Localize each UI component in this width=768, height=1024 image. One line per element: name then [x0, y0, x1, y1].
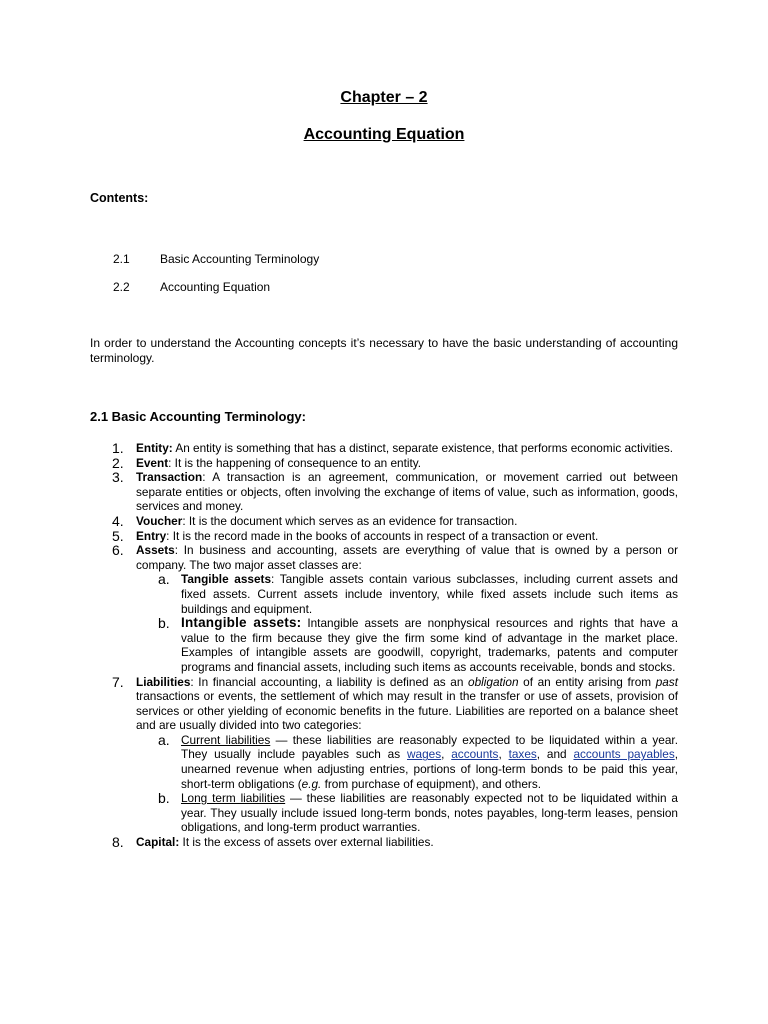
sub-definition: : Tangible assets contain various subclasses, including current assets and fixed assets. Current assets include inventory, while fixed assets include such items as buildings and equipment. [181, 572, 678, 616]
definition-part: transactions or events, the settlement of which may result in the transfer or use of assets, provision of services or other yielding of economic benefits in the future. Liabilities are reported on a balance sheet and are usually divided into two categories: [136, 689, 678, 733]
definition: : It is the happening of consequence to an entity. [168, 455, 422, 470]
definition-emphasis: past [655, 674, 678, 689]
term: Entity: [136, 441, 173, 455]
sub-list-item [136, 733, 678, 791]
sub-list-marker: b. [158, 790, 170, 807]
list-item [106, 441, 678, 456]
definition: An entity is something that has a distinct, separate existence, that performs economic activities. [172, 441, 674, 455]
sub-definition-part: , unearned revenue when adjusting entries, portions of long-term bonds to be paid this year, short-term obligations ( [181, 747, 679, 791]
list-item [106, 529, 678, 544]
term: Entry [136, 528, 167, 543]
accounts-link[interactable]: accounts [451, 747, 499, 762]
intro-paragraph: In order to understand the Accounting concepts it’s necessary to have the basic understanding of accounting terminology. [90, 336, 678, 365]
definition: : In business and accounting, assets are everything of value that is owned by a person or company. The two major asset classes are: [136, 543, 678, 572]
sub-list-item [136, 572, 678, 616]
term: Assets [136, 543, 175, 558]
list-marker: 3. [112, 469, 124, 486]
sub-list-marker: a. [158, 571, 170, 588]
list-item [106, 456, 678, 471]
definition-part: : In financial accounting, a liability is defined as an [190, 674, 469, 689]
sub-term: Tangible assets [181, 572, 272, 587]
sub-term: Long term liabilities [181, 791, 286, 806]
definition: : It is the record made in the books of accounts in respect of a transaction or event. [166, 528, 599, 543]
chapter-title: Accounting Equation [303, 126, 465, 143]
term: Liabilities [136, 674, 191, 689]
list-item [106, 675, 678, 836]
list-item [106, 835, 678, 850]
term: Transaction [136, 470, 203, 485]
definition: : It is the document which serves as an evidence for transaction. [182, 513, 518, 528]
sub-definition-part: — these liabilities are reasonably expected to be liquidated within a year. They usually include payables such as [181, 732, 678, 762]
definition-emphasis: e.g. [301, 776, 322, 791]
definition: It is the excess of assets over external liabilities. [179, 835, 434, 850]
sub-list-item [136, 791, 678, 835]
separator: , [441, 747, 452, 762]
list-marker: 2. [112, 454, 124, 471]
list-item [106, 514, 678, 529]
toc-text: Basic Accounting Terminology [160, 252, 320, 266]
section-heading: 2.1 Basic Accounting Terminology: [90, 409, 306, 424]
list-item [106, 470, 678, 514]
definition-part: of an entity arising from [518, 674, 656, 689]
terminology-list [106, 441, 678, 850]
sub-term: Current liabilities [181, 732, 271, 747]
sub-list-marker: a. [158, 731, 170, 748]
term: Capital: [136, 835, 180, 850]
definition: : A transaction is an agreement, communication, or movement carried out between separate entities or objects, often involving the exchange of items of value, such as information, goods, services and money. [136, 470, 678, 514]
list-marker: 4. [112, 512, 124, 529]
list-marker: 1. [112, 440, 124, 456]
separator: , [498, 747, 509, 762]
sub-list-marker: b. [158, 615, 170, 632]
sub-definition: — these liabilities are reasonably expected not to be liquidated within a year. They usually include issued long-term bonds, notes payables, long-term leases, pension obligations, and long-term product warranties. [181, 791, 678, 835]
sub-term: Intangible assets: [181, 615, 302, 631]
wages-link[interactable]: wages [407, 747, 442, 762]
toc-number: 2.1 [113, 252, 130, 266]
term: Voucher [136, 513, 183, 528]
contents-label: Contents: [90, 191, 149, 205]
separator: , and [536, 747, 574, 762]
toc-text: Accounting Equation [160, 280, 271, 294]
list-item [106, 543, 678, 674]
list-marker: 7. [112, 673, 124, 690]
sub-definition: Intangible assets are nonphysical resources and rights that have a value to the firm because they give the firm some kind of advantage in the market place. Examples of intangible assets are goodwill, copyright, trademarks, patents and computer programs and financial assets, including such items as accounts receivable, bonds and stocks. [181, 616, 678, 674]
list-marker: 8. [112, 834, 124, 851]
term: Event [136, 455, 169, 470]
list-marker: 6. [112, 542, 124, 559]
accounts-payables-link[interactable]: accounts payables [573, 747, 675, 762]
chapter-number: Chapter – 2 [340, 89, 428, 106]
toc-number: 2.2 [113, 280, 130, 294]
list-marker: 5. [112, 527, 124, 544]
taxes-link[interactable]: taxes [508, 747, 537, 762]
sub-list-item [136, 616, 678, 674]
sub-definition-part: from purchase of equipment), and others. [321, 776, 541, 791]
definition-emphasis: obligation [468, 674, 519, 689]
